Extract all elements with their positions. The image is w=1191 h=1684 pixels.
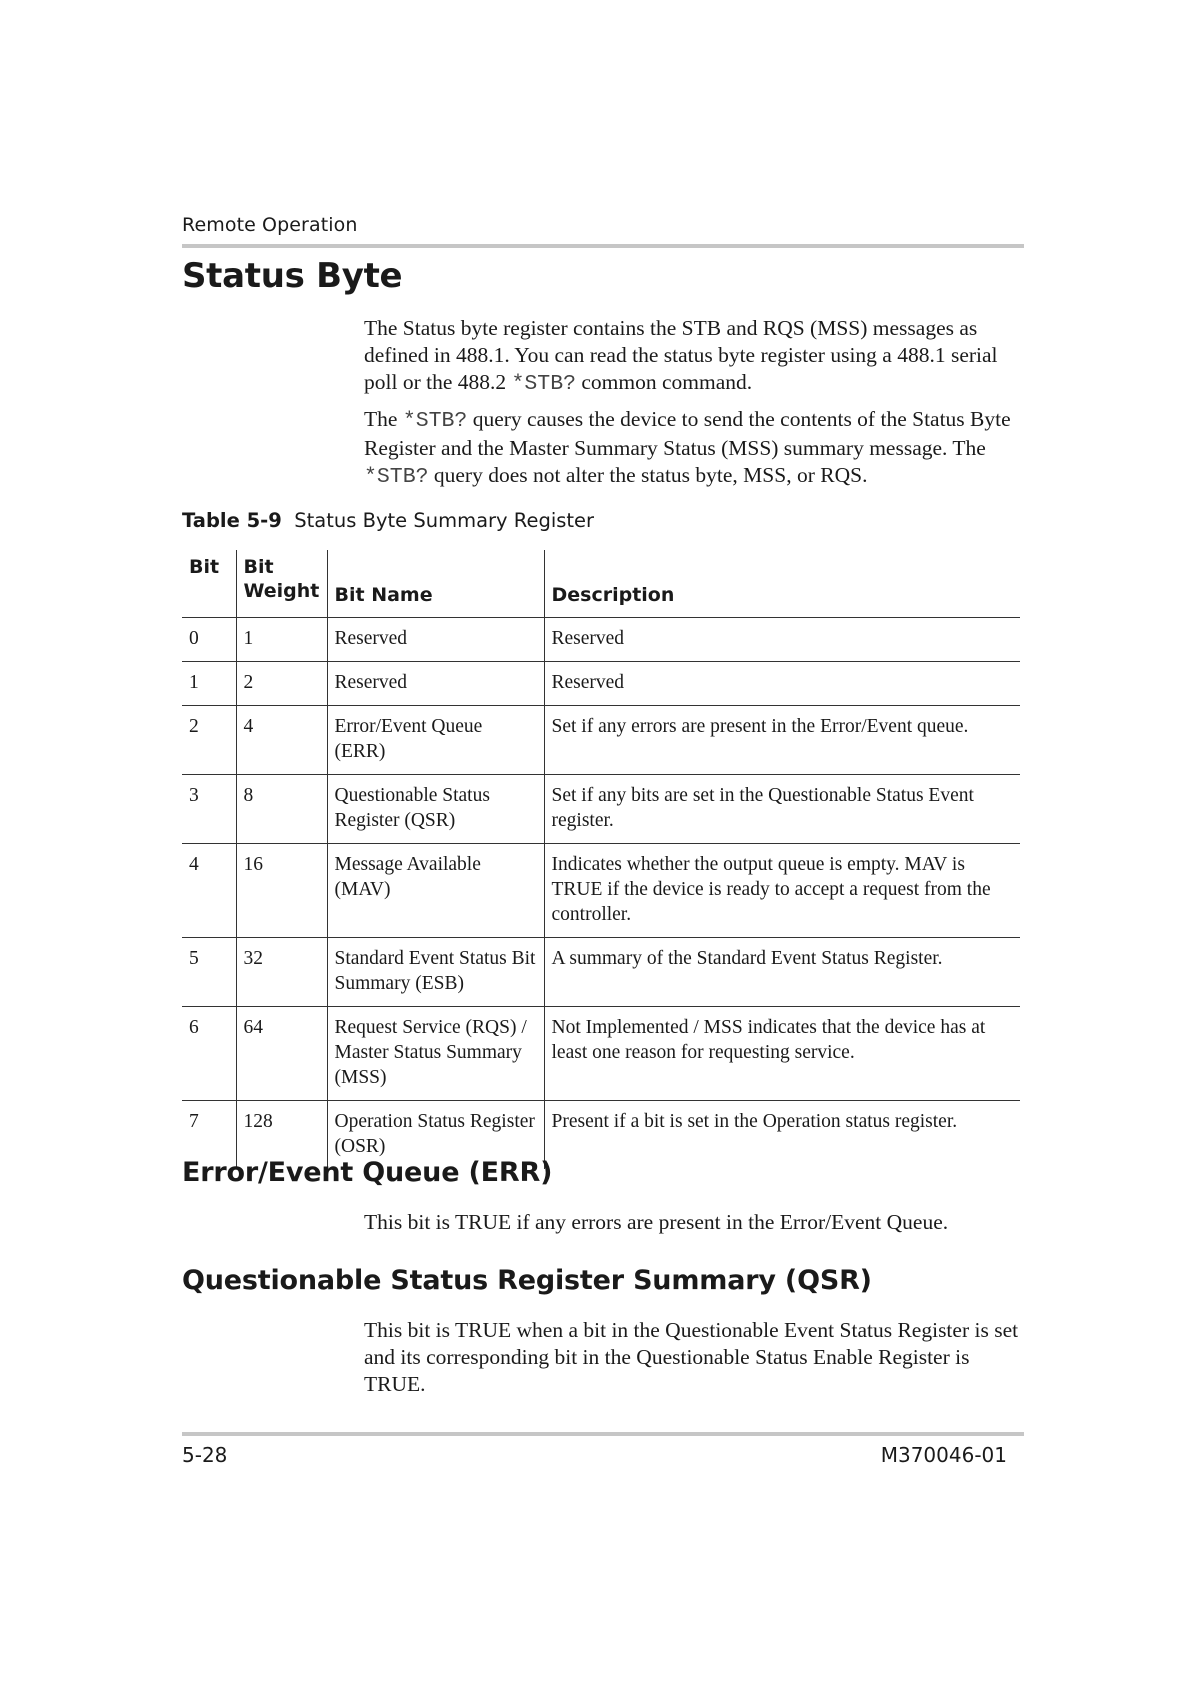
cell-bit: 3 [182,774,236,843]
section-heading-qsr: Questionable Status Register Summary (QSR) [182,1265,872,1296]
cell-description: Present if a bit is set in the Operation status register. [544,1100,1020,1169]
cell-name: Standard Event Status Bit Summary (ESB) [327,937,544,1006]
intro-p1-text-a: The Status byte register contains the STB and RQS (MSS) messages as defined in 488.1. You can read the status byte register using a 488.1 serial poll or the 488.2 [364,316,998,394]
stb-query-code-2: *STB? [364,465,429,489]
page-number: 5-28 [182,1443,228,1467]
cell-name: Reserved [327,617,544,661]
footer-rule [182,1432,1024,1436]
cell-weight: 2 [236,661,327,705]
cell-name: Reserved [327,661,544,705]
cell-description: Reserved [544,617,1020,661]
cell-name: Request Service (RQS) / Master Status Summary (MSS) [327,1006,544,1100]
stb-query-code-1: *STB? [402,409,468,433]
running-header: Remote Operation [182,214,358,236]
cell-weight: 32 [236,937,327,1006]
cell-description: Indicates whether the output queue is empty. MAV is TRUE if the device is ready to accept a request from the controller. [544,843,1020,937]
cell-weight: 4 [236,705,327,774]
section-heading-err: Error/Event Queue (ERR) [182,1157,553,1188]
table-header-row [182,550,1020,617]
cell-name: Operation Status Register (OSR) [327,1100,544,1169]
cell-weight: 64 [236,1006,327,1100]
cell-description: Not Implemented / MSS indicates that the device has at least one reason for requesting service. [544,1006,1020,1100]
cell-bit: 4 [182,843,236,937]
cell-description: Set if any bits are set in the Questionable Status Event register. [544,774,1020,843]
table-caption [182,509,594,532]
table-caption-label: Table 5-9 [182,509,282,532]
header-bit-name: Bit Name [327,550,544,617]
table-row [182,617,1020,661]
cell-bit: 1 [182,661,236,705]
cell-weight: 128 [236,1100,327,1169]
cell-description: A summary of the Standard Event Status Register. [544,937,1020,1006]
cell-weight: 8 [236,774,327,843]
cell-description: Set if any errors are present in the Error/Event queue. [544,705,1020,774]
cell-name: Questionable Status Register (QSR) [327,774,544,843]
intro-paragraph-2 [364,406,1024,491]
header-weight-line1: Bit [243,556,274,578]
cell-bit: 0 [182,617,236,661]
intro-p2-text-c: query does not alter the status byte, MSS, or RQS. [428,463,868,487]
intro-p2-text-a: The [364,407,403,431]
header-bit: Bit [182,550,236,617]
status-byte-table [182,550,1020,1169]
intro-p1-text-b: common command. [576,370,753,394]
header-description: Description [544,550,1020,617]
table-row [182,774,1020,843]
table-caption-title: Status Byte Summary Register [294,509,595,532]
intro-paragraph-1 [364,315,1024,398]
cell-bit: 6 [182,1006,236,1100]
table-row [182,705,1020,774]
cell-bit: 5 [182,937,236,1006]
intro-p2-text-b: query causes the device to send the contents of the Status Byte Register and the Master Summary Status (MSS) summary message. The [364,407,1011,460]
cell-weight: 16 [236,843,327,937]
section-body-err: This bit is TRUE if any errors are present in the Error/Event Queue. [364,1210,949,1234]
cell-bit: 2 [182,705,236,774]
table-row [182,843,1020,937]
cell-name: Message Available (MAV) [327,843,544,937]
header-weight-line2: Weight [243,580,320,602]
table-row [182,937,1020,1006]
stb-command-code: *STB? [511,372,577,396]
page-title: Status Byte [182,256,403,296]
header-rule [182,244,1024,248]
cell-description: Reserved [544,661,1020,705]
cell-weight: 1 [236,617,327,661]
table-row [182,1006,1020,1100]
cell-name: Error/Event Queue (ERR) [327,705,544,774]
section-body-qsr: This bit is TRUE when a bit in the Questionable Event Status Register is set and its corresponding bit in the Questionable Status Enable Register is TRUE. [364,1318,1019,1396]
cell-bit: 7 [189,1110,199,1132]
header-bit-weight [236,550,327,617]
table-row [182,661,1020,705]
document-number: M370046-01 [880,1443,1007,1467]
